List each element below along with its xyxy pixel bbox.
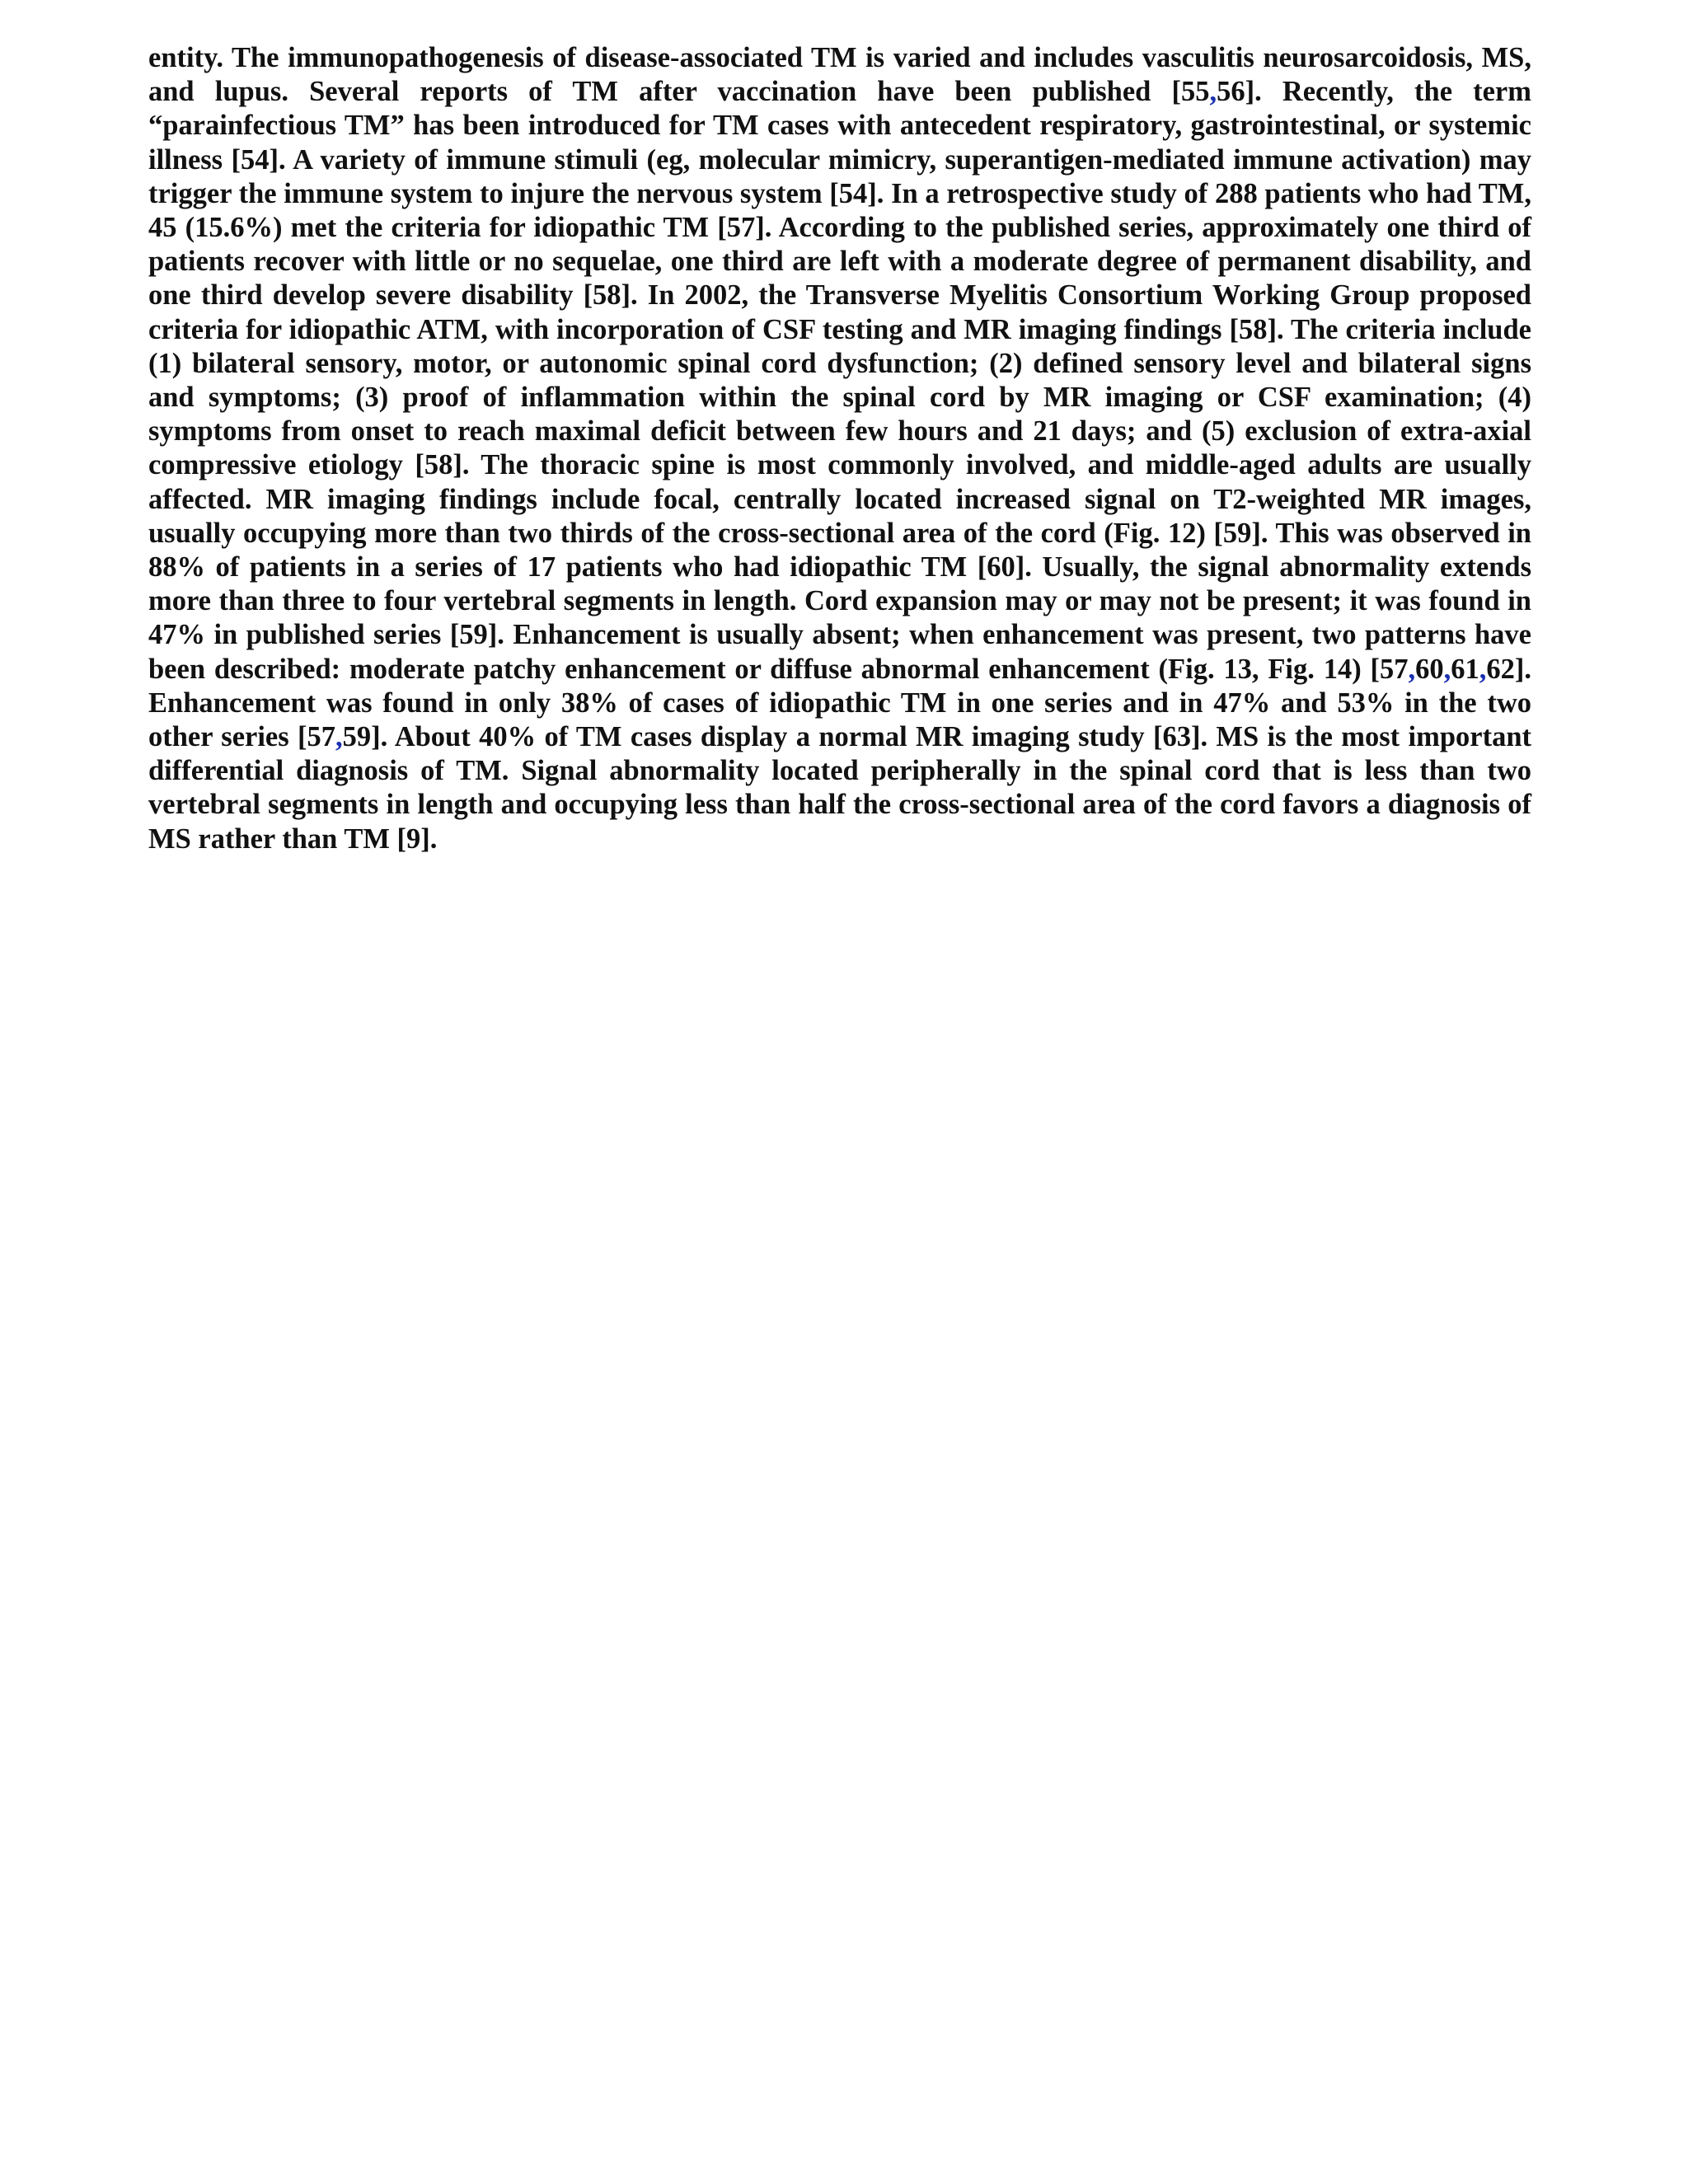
text-segment: 61 bbox=[1451, 653, 1479, 685]
text-segment: entity. The immunopathogenesis of disease-associated TM is varied and includes vasculitis neurosarcoidosis, MS, and lupus. Several reports of TM after vaccination have been published [55 bbox=[148, 42, 1531, 108]
text-segment: 62]. Enhancement was found in only 38% of cases of idiopathic TM in one series and in 47% and 53% in the two other series [57 bbox=[148, 653, 1531, 753]
text-segment: 56]. Recently, the term “parainfectious TM” has been introduced for TM cases with antecedent respiratory, gastrointestinal, or systemic illness [54]. A variety of immune stimuli (eg, molecular mimicry, superantigen-mediated immune activation) may trigger the immune system to injure the nervous system [54]. In a retrospective study of 288 patients who had TM, 45 (15.6%) met the criteria for idiopathic TM [57]. According to the published series, approximately one third of patients recover with little or no sequelae, one third are left with a moderate degree of permanent disability, and one third develop severe disability [58]. In 2002, the Transverse Myelitis Consortium Working Group proposed criteria for idiopathic ATM, with incorporation of CSF testing and MR imaging findings [58]. The criteria include (1) bilateral sensory, motor, or autonomic spinal cord dysfunction; (2) defined sensory level and bilateral signs and symptoms; (3) proof of inflammation within the spinal cord by MR imaging or CSF examination; (4) symptoms from onset to reach maximal deficit between few hours and 21 days; and (5) exclusion of extra-axial compressive etiology [58]. The thoracic spine is most commonly involved, and middle-aged adults are usually affected. MR imaging findings include focal, centrally located increased signal on T2-weighted MR images, usually occupying more than two thirds of the cross-sectional area of the cord (Fig. 12) [59]. This was observed in 88% of patients in a series of 17 patients who had idiopathic TM [60]. Usually, the signal abnormality extends more than three to four vertebral segments in length. Cord expansion may or may not be present; it was found in 47% in published series [59]. Enhancement is usually absent; when enhancement was present, two patterns have been described: moderate patchy enhancement or diffuse abnormal enhancement (Fig. 13, Fig. 14) [57 bbox=[148, 76, 1531, 685]
text-segment: 60 bbox=[1415, 653, 1444, 685]
citation-separator: , bbox=[1408, 653, 1416, 685]
text-segment: 59]. About 40% of TM cases display a normal MR imaging study [63]. MS is the most important differential diagnosis of TM. Signal abnormality located peripherally in the spinal cord that is less than two vertebral segments in length and occupying less than half the cross-sectional area of the cord favors a diagnosis of MS rather than TM [9]. bbox=[148, 721, 1532, 855]
citation-separator: , bbox=[1209, 76, 1217, 108]
citation-separator: , bbox=[335, 721, 343, 753]
document-page bbox=[148, 41, 1531, 856]
body-paragraph bbox=[148, 41, 1531, 856]
citation-separator: , bbox=[1479, 653, 1487, 685]
citation-separator: , bbox=[1443, 653, 1451, 685]
